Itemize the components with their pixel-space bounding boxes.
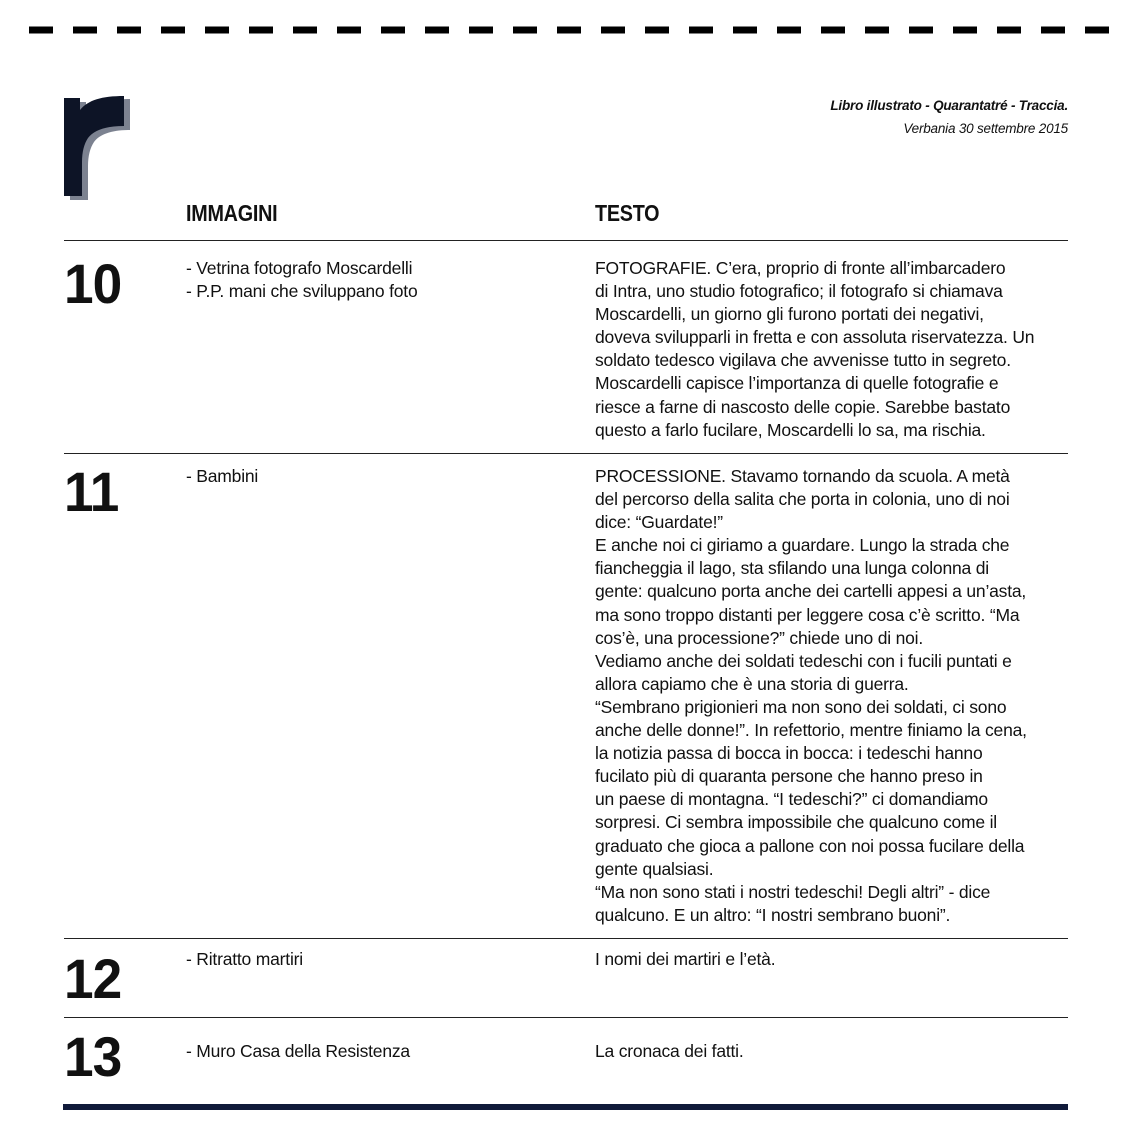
text-line: di Intra, uno studio fotografico; il fotografo si chiamava xyxy=(595,281,1003,302)
column-header-text: TESTO xyxy=(595,200,660,226)
row-divider xyxy=(64,938,1068,939)
row-divider xyxy=(64,240,1068,241)
text-line: allora capiamo che è una storia di guerra. xyxy=(595,673,909,694)
image-item: - Bambini xyxy=(186,466,259,486)
row-number: 12 xyxy=(64,947,122,1010)
text-line: ma sono troppo distanti per leggere cosa c’è scritto. “Ma xyxy=(595,604,1020,625)
text-line: sorpresi. Ci sembra impossibile che qualcuno come il xyxy=(595,812,997,833)
text-line: questo a farlo fucilare, Moscardelli lo sa, ma rischia. xyxy=(595,419,986,440)
image-item: - P.P. mani che sviluppano foto xyxy=(186,281,418,302)
text-line: Moscardelli, un giorno gli furono portati dei negativi, xyxy=(595,304,984,325)
text-line: del percorso della salita che porta in colonia, uno di noi xyxy=(595,489,1010,510)
text-line: FOTOGRAFIE. C’era, proprio di fronte all’imbarcadero xyxy=(595,258,1006,278)
text-line: Moscardelli capisce l’importanza di quelle fotografie e xyxy=(595,373,999,394)
text-line: cos’è, una processione?” chiede uno di noi. xyxy=(595,627,924,648)
row-divider xyxy=(64,453,1068,454)
text-line: “Sembrano prigionieri ma non sono dei soldati, ci sono xyxy=(595,696,1007,717)
text-line: riesce a farne di nascosto delle copie. Sarebbe bastato xyxy=(595,396,1011,417)
text-cell xyxy=(595,465,1115,927)
images-cell xyxy=(186,1040,566,1063)
text-line: I nomi dei martiri e l’età. xyxy=(595,949,776,969)
text-line: graduato che gioca a pallone con noi possa fucilare della xyxy=(595,835,1025,856)
text-line: la notizia passa di bocca in bocca: i tedeschi hanno xyxy=(595,743,983,764)
text-cell xyxy=(595,1040,1115,1063)
images-cell xyxy=(186,257,566,303)
text-line: gente qualsiasi. xyxy=(595,858,714,879)
bottom-rule xyxy=(63,1104,1068,1110)
text-line: Vediamo anche dei soldati tedeschi con i fucili puntati e xyxy=(595,650,1012,671)
row-number: 11 xyxy=(64,460,119,523)
image-item: - Vetrina fotografo Moscardelli xyxy=(186,258,413,278)
row-number: 10 xyxy=(64,252,122,315)
document-title: Libro illustrato - Quarantatré - Traccia. xyxy=(830,98,1068,113)
text-line: fiancheggia il lago, sta sfilando una lunga colonna di xyxy=(595,558,989,579)
column-header-images: IMMAGINI xyxy=(186,200,278,226)
text-cell xyxy=(595,257,1115,442)
text-line: La cronaca dei fatti. xyxy=(595,1041,744,1061)
document-date: Verbania 30 settembre 2015 xyxy=(903,121,1068,136)
text-line: “Ma non sono stati i nostri tedeschi! Degli altri” - dice xyxy=(595,881,991,902)
images-cell xyxy=(186,465,566,488)
text-line: doveva svilupparli in fretta e con assoluta riservatezza. Un xyxy=(595,327,1035,348)
text-line: dice: “Guardate!” xyxy=(595,512,723,533)
row-divider xyxy=(64,1017,1068,1018)
text-cell xyxy=(595,948,1115,971)
text-line: fucilato più di quaranta persone che hanno preso in xyxy=(595,766,983,787)
text-line: anche delle donne!”. In refettorio, mentre finiamo la cena, xyxy=(595,720,1027,741)
text-line: qualcuno. E un altro: “I nostri sembrano buoni”. xyxy=(595,904,951,925)
image-item: - Ritratto martiri xyxy=(186,949,303,969)
images-cell xyxy=(186,948,566,971)
text-line: soldato tedesco vigilava che avvenisse tutto in segreto. xyxy=(595,350,1011,371)
text-line: gente: qualcuno porta anche dei cartelli appesi a un’asta, xyxy=(595,581,1027,602)
dashed-border xyxy=(29,26,1109,34)
row-number: 13 xyxy=(64,1025,122,1088)
image-item: - Muro Casa della Resistenza xyxy=(186,1041,410,1061)
text-line: E anche noi ci giriamo a guardare. Lungo la strada che xyxy=(595,535,1010,556)
text-line: un paese di montagna. “I tedeschi?” ci domandiamo xyxy=(595,789,988,810)
text-line: PROCESSIONE. Stavamo tornando da scuola. A metà xyxy=(595,466,1010,486)
logo-r-icon xyxy=(64,96,140,202)
